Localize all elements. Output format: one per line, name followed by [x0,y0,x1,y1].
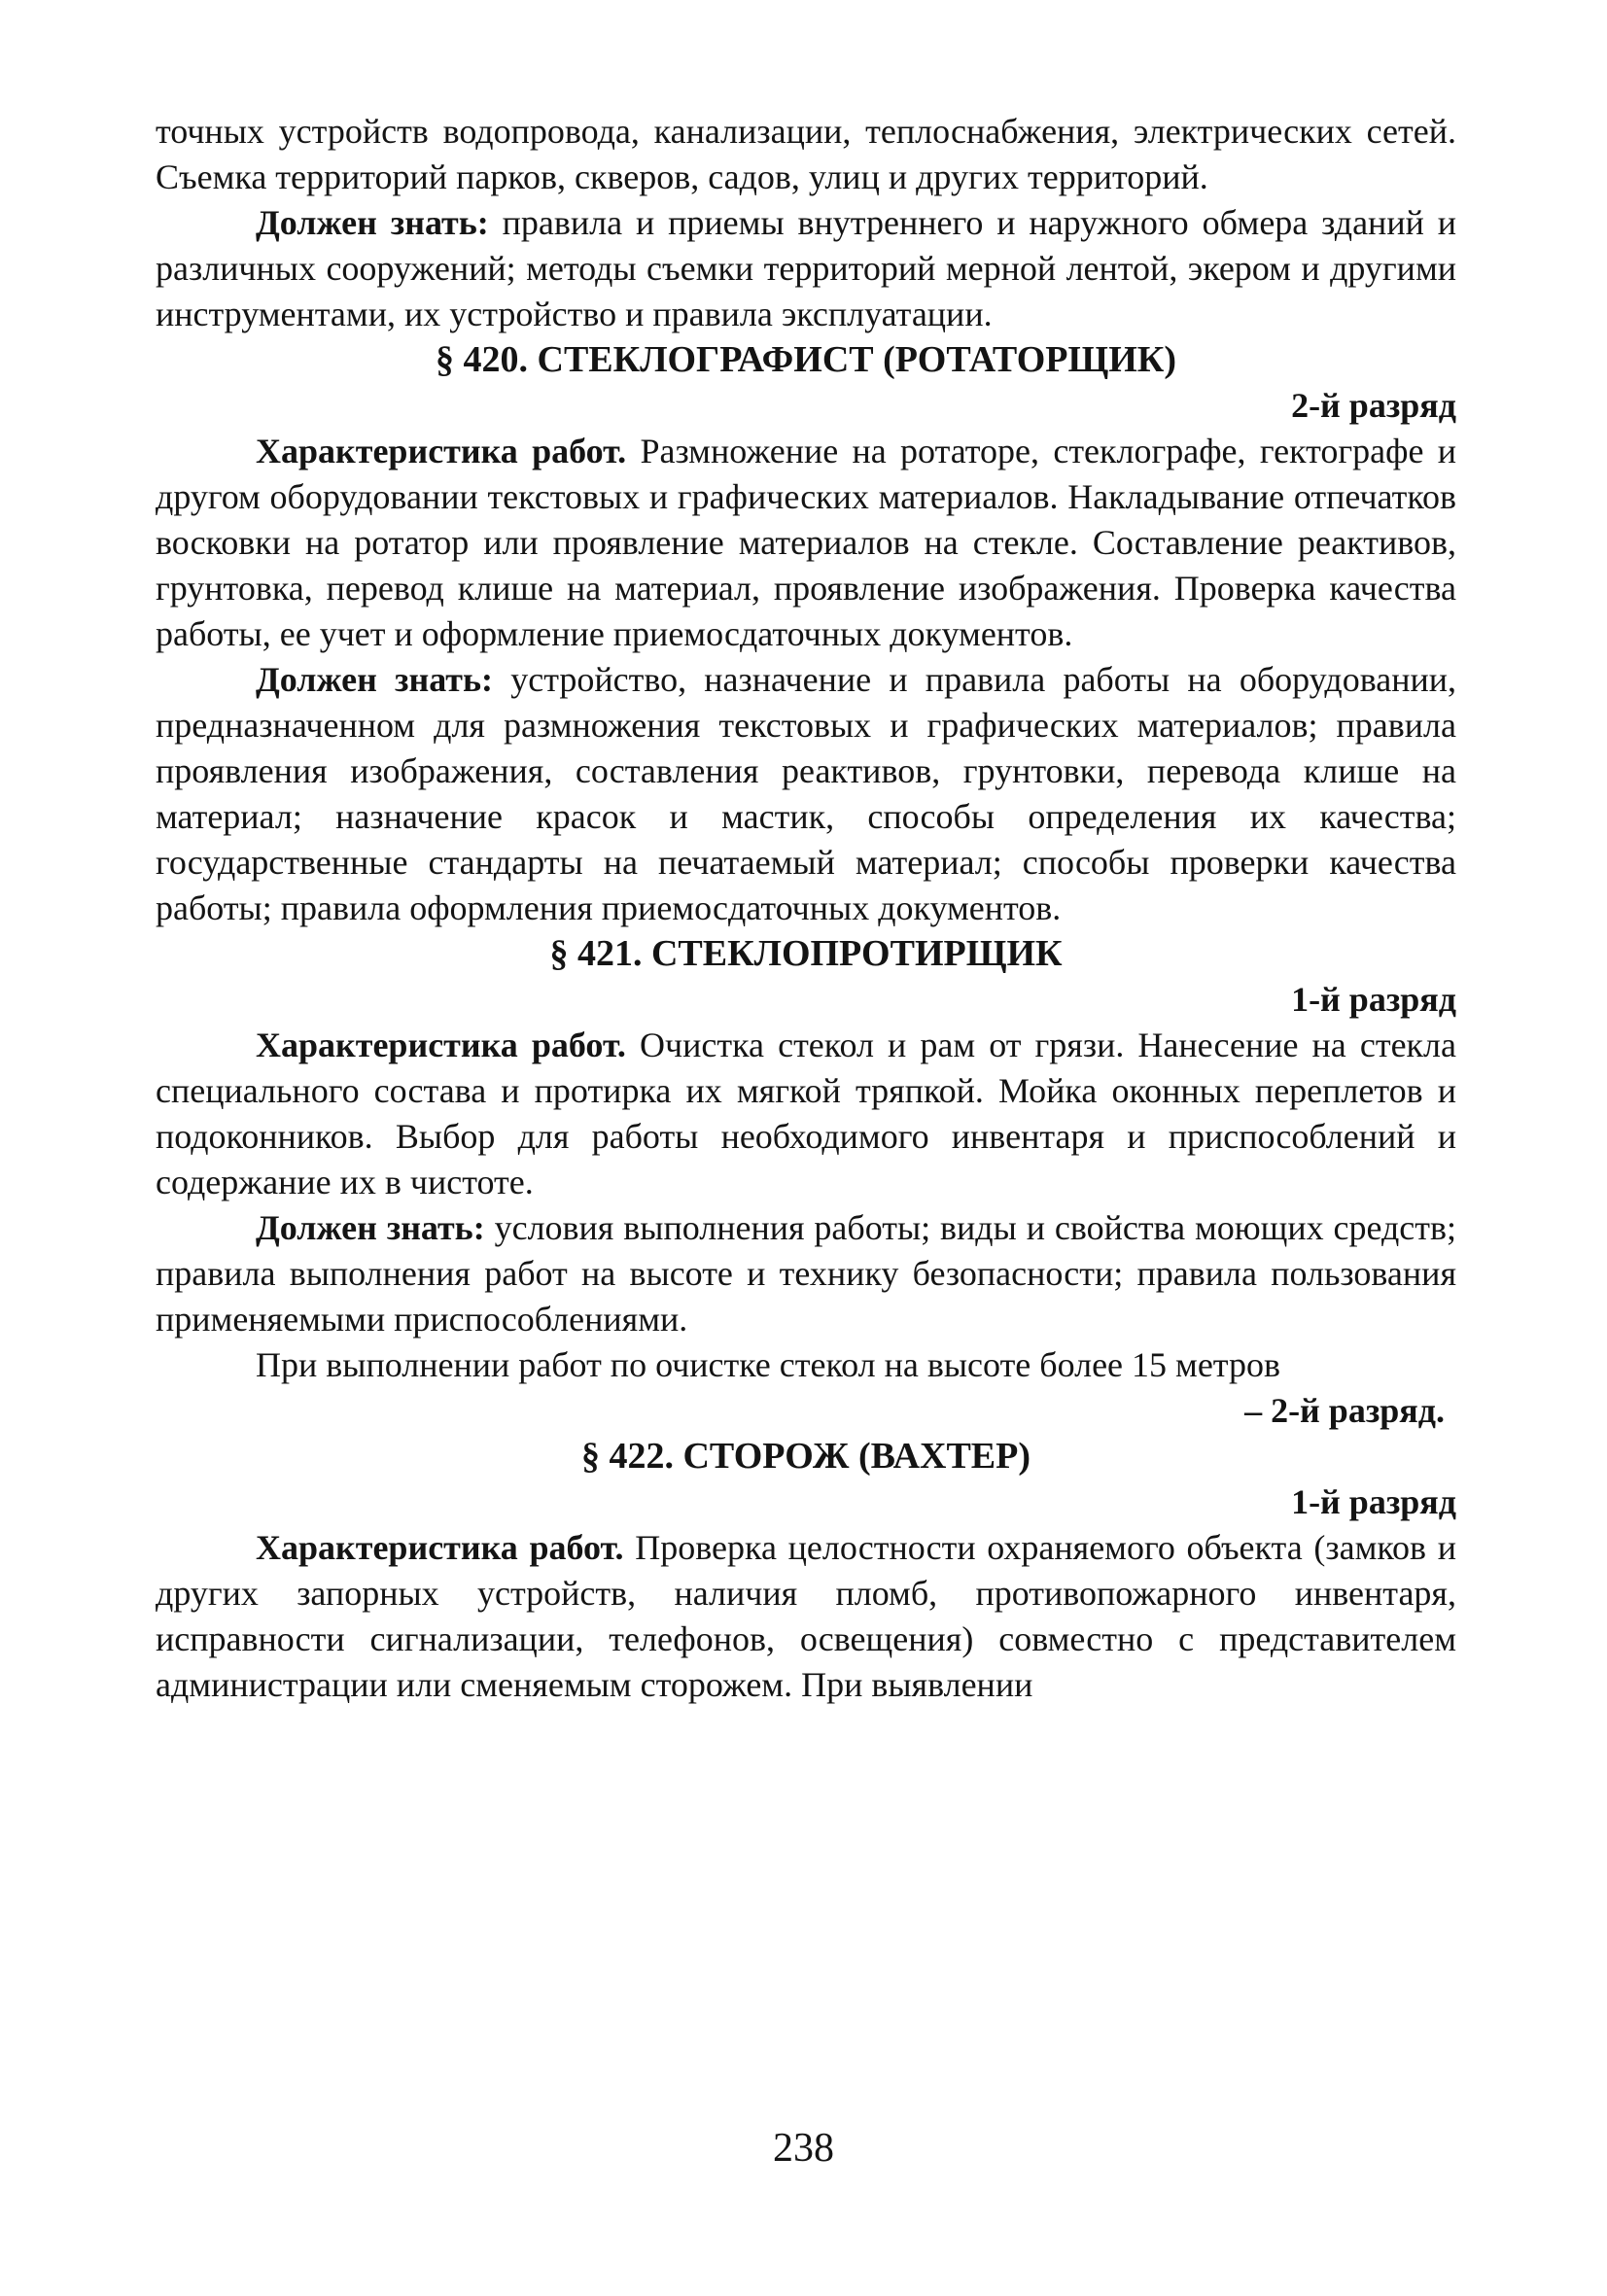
section-422-work-label: Характеристика работ. [256,1528,624,1567]
section-421-note: При выполнении работ по очистке стекол на высоте более 15 метров [256,1345,1280,1384]
section-421-know [156,1205,1456,1342]
section-420-know [156,657,1456,931]
section-421-grade: 1-й разряд [1291,980,1456,1019]
section-421-work [156,1023,1456,1205]
section-421-work-text: Очистка стекол и рам от грязи. Нанесение на стекла специального состава и протирка их мягкой тряпкой. Мойка оконных переплетов и подоконников. Выбор для работы необходимого инвентаря и приспособлений и содержание их в чистоте. [156,1026,1456,1201]
section-420-know-label: Должен знать: [256,660,494,699]
section-421-note-grade: – 2-й разряд. [1244,1391,1445,1430]
section-422-work-text: Проверка целостности охраняемого объекта (замков и других запорных устройств, наличия пломб, противопожарного инвентаря, исправности сигнализации, телефонов, освещения) совместно с представителем администрации или сменяемым сторожем. При выявлении [156,1528,1456,1704]
page-number: 238 [773,2126,834,2171]
section-420-grade: 2-й разряд [1291,386,1456,425]
section-421-work-label: Характеристика работ. [256,1026,626,1064]
document-page [156,109,1456,1708]
intro-must-know-text: правила и приемы внутреннего и наружного обмера зданий и различных сооружений; методы съемки территорий мерной лентой, экером и другими инструментами, их устройство и правила эксплуатации. [156,203,1457,333]
section-421-know-text: условия выполнения работы; виды и свойства моющих средств; правила выполнения работ на высоте и технику безопасности; правила пользования применяемыми приспособлениями. [156,1208,1456,1339]
intro-must-know-label: Должен знать: [256,203,489,242]
section-422-grade: 1-й разряд [1291,1482,1456,1521]
section-420-title: § 420. СТЕКЛОГРАФИСТ (РОТАТОРЩИК) [436,339,1176,380]
section-421-know-label: Должен знать: [256,1208,485,1247]
section-420-work [156,429,1456,657]
section-422-title: § 422. СТОРОЖ (ВАХТЕР) [580,1436,1031,1477]
section-420-know-text: устройство, назначение и правила работы на оборудовании, предназначенном для размножения текстовых и графических материалов; правила проявления изображения, составления реактивов, грунтовки, перевода клише на материал; назначение красок и мастик, способы определения их качества; государственные стандарты на печатаемый материал; способы проверки качества работы; правила оформления приемосдаточных документов. [156,660,1457,927]
intro-continuation: точных устройств водопровода, канализации, теплоснабжения, электрических сетей. Съемка территорий парков, скверов, садов, улиц и других территорий. [156,112,1456,196]
section-421-title: § 421. СТЕКЛОПРОТИРЩИК [549,933,1063,974]
intro-must-know [156,200,1456,337]
section-420-work-label: Характеристика работ. [256,432,627,470]
section-422-work [156,1525,1456,1708]
section-420-work-text: Размножение на ротаторе, стеклографе, гектографе и другом оборудовании текстовых и графических материалов. Накладывание отпечатков восковки на ротатор или проявление материалов на стекле. Составление реактивов, грунтовка, перевод клише на материал, проявление изображения. Проверка качества работы, ее учет и оформление приемосдаточных документов. [156,432,1457,653]
